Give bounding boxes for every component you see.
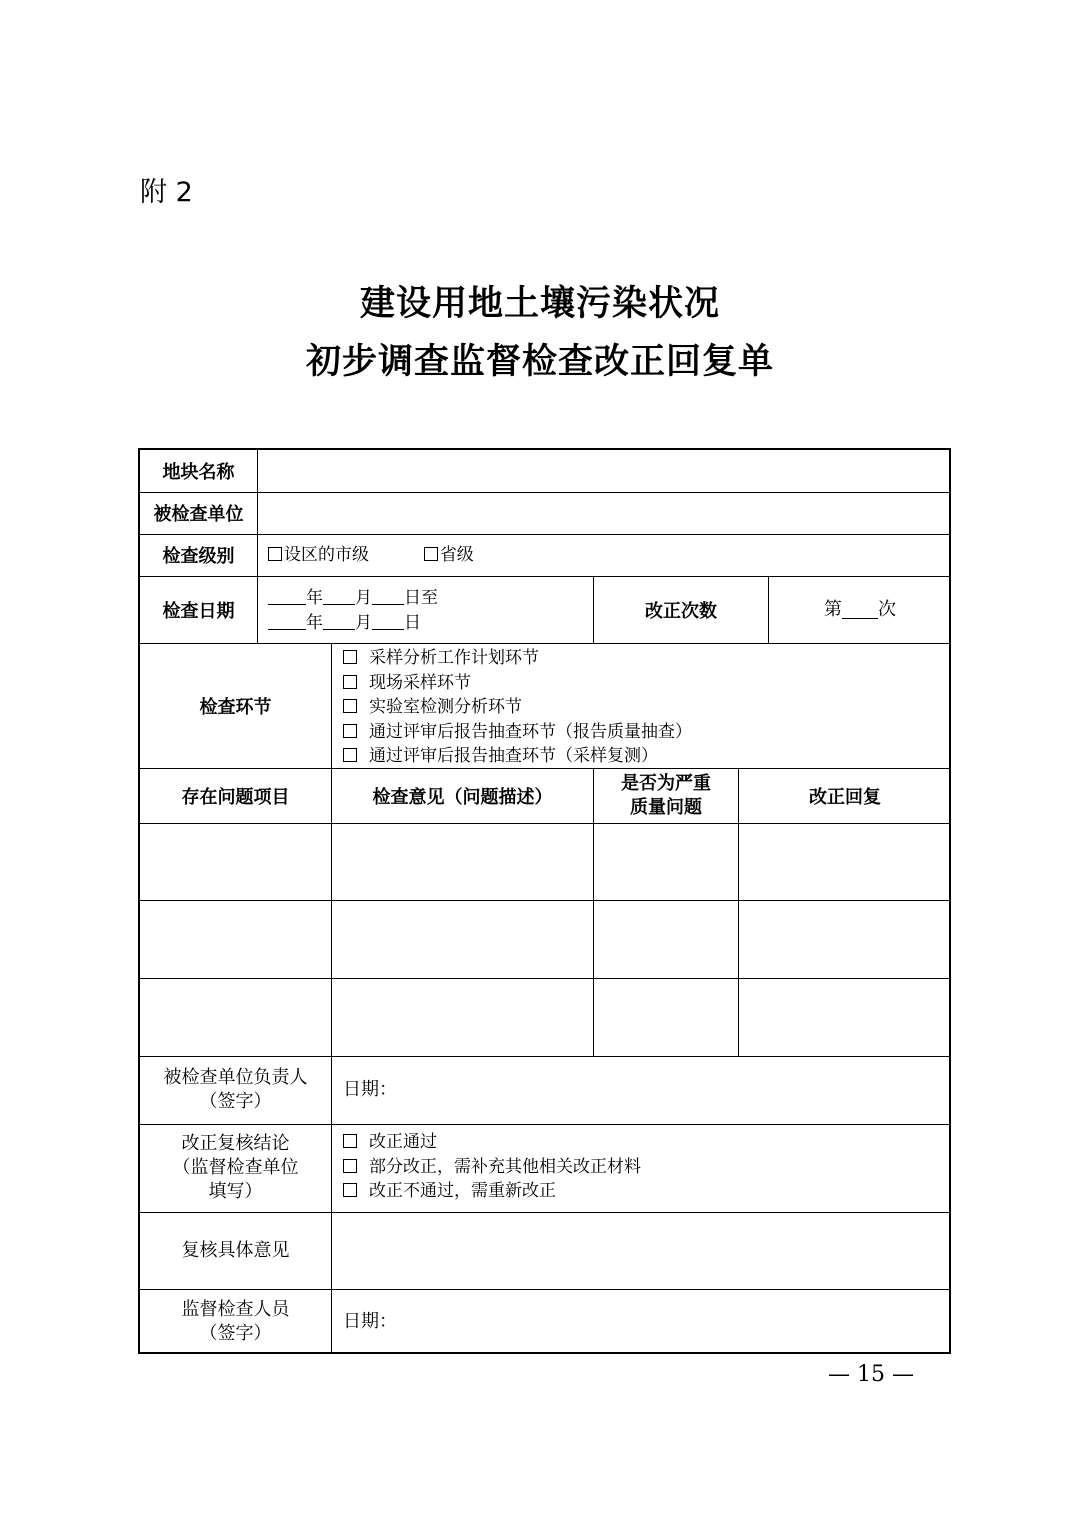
checkbox-icon[interactable] [343, 650, 357, 664]
level-option-province[interactable]: 省级 [424, 545, 474, 565]
conclusion-option[interactable]: 改正通过 [343, 1130, 943, 1155]
checkbox-icon[interactable] [343, 748, 357, 762]
inspection-date-label: 检查日期 [162, 600, 235, 622]
checkbox-icon[interactable] [343, 675, 357, 689]
checkbox-icon[interactable] [424, 547, 438, 561]
form-title-line1: 建设用地土壤污染状况 [359, 283, 720, 324]
inspected-unit-field[interactable] [258, 492, 951, 534]
rectification-form [138, 448, 951, 1354]
table-row[interactable] [140, 824, 951, 900]
rectify-count-label: 改正次数 [645, 600, 717, 622]
responsible-date-label: 日期： [343, 1079, 397, 1100]
plot-name-label: 地块名称 [162, 462, 235, 483]
form-title-line2: 初步调查监督检查改正回复单 [305, 341, 774, 382]
stage-option[interactable]: 现场采样环节 [343, 671, 943, 696]
conclusion-option[interactable]: 部分改正，需补充其他相关改正材料 [343, 1155, 943, 1180]
inspection-date-field[interactable]: 年 月 日至 年 月 日 [268, 586, 588, 636]
page-number: — 15 — [828, 1362, 914, 1387]
checkbox-icon[interactable] [343, 1134, 357, 1148]
column-header-opinion: 检查意见（问题描述） [372, 786, 553, 808]
inspected-unit-label: 被检查单位 [153, 504, 244, 525]
table-row[interactable] [140, 979, 951, 1056]
review-opinion-label: 复核具体意见 [181, 1239, 290, 1261]
checkbox-icon[interactable] [343, 1159, 357, 1173]
conclusion-option[interactable]: 改正不通过，需重新改正 [343, 1179, 943, 1204]
conclusion-label: 改正复核结论 （监督检查单位 填写） [172, 1133, 299, 1202]
checkbox-icon[interactable] [343, 724, 357, 738]
stage-option[interactable]: 采样分析工作计划环节 [343, 646, 943, 671]
inspection-stage-options [343, 646, 943, 768]
inspection-level-label: 检查级别 [162, 546, 235, 567]
stage-option[interactable]: 通过评审后报告抽查环节（采样复测） [343, 744, 943, 769]
column-header-problem-item: 存在问题项目 [181, 786, 290, 808]
stage-option[interactable]: 实验室检测分析环节 [343, 695, 943, 720]
plot-name-field[interactable] [258, 450, 951, 492]
conclusion-options [343, 1130, 943, 1208]
inspection-level-options [268, 543, 868, 569]
column-header-serious: 是否为严重 质量问题 [621, 772, 711, 818]
inspector-label: 监督检查人员 （签字） [181, 1298, 290, 1344]
checkbox-icon[interactable] [343, 1183, 357, 1197]
level-option-city[interactable]: 设区的市级 [268, 545, 369, 565]
table-row[interactable] [140, 901, 951, 978]
inspector-date-label: 日期： [343, 1311, 397, 1332]
responsible-person-label: 被检查单位负责人 （签字） [163, 1067, 308, 1112]
rectify-count-field[interactable]: 第 次 [824, 598, 896, 620]
checkbox-icon[interactable] [343, 699, 357, 713]
annex-label: 附 2 [140, 177, 193, 208]
checkbox-icon[interactable] [268, 547, 282, 561]
stage-option[interactable]: 通过评审后报告抽查环节（报告质量抽查） [343, 720, 943, 745]
review-opinion-field[interactable] [332, 1213, 951, 1289]
inspection-stage-label: 检查环节 [199, 696, 272, 718]
column-header-reply: 改正回复 [809, 786, 881, 808]
